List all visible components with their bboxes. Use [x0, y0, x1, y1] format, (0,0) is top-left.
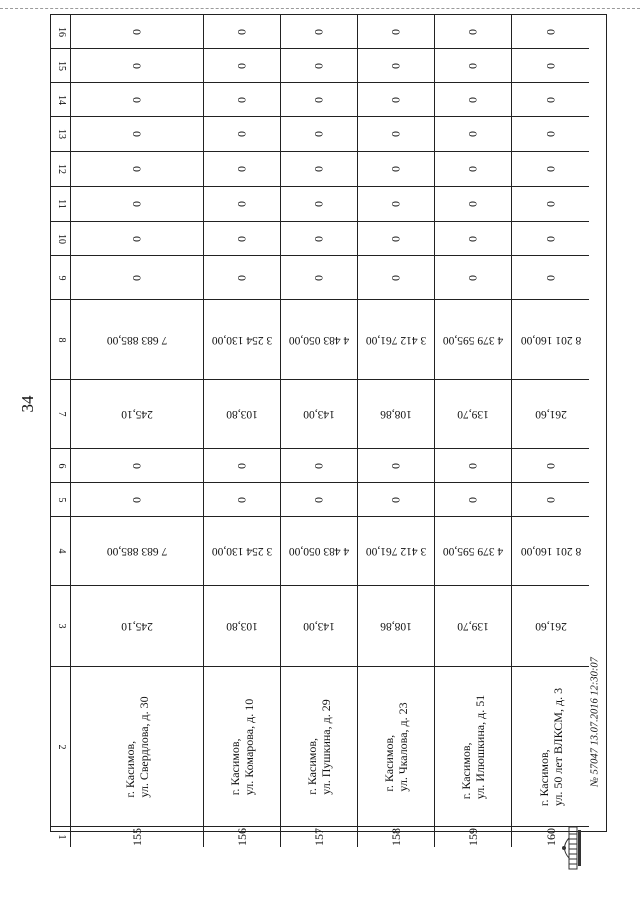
zero-cell-col-11	[512, 187, 589, 222]
zero-cell-col-10	[204, 222, 281, 256]
column-number-label: 11	[55, 199, 67, 209]
zero-value: 0	[543, 28, 558, 35]
zero-value: 0	[235, 274, 249, 281]
column-number-label: 1	[55, 834, 67, 840]
zero-cell-col-9	[281, 256, 358, 300]
zero-cell-col-6	[281, 449, 358, 483]
column-number-label: 4	[55, 548, 67, 554]
value-cell-col-3	[281, 586, 358, 667]
row-number-cell	[71, 827, 204, 847]
column-number-label: 13	[55, 129, 67, 139]
zero-cell-col-5	[435, 483, 512, 517]
value-text: 103,80	[226, 620, 258, 632]
column-number-label: 9	[55, 275, 67, 280]
zero-value: 0	[543, 496, 558, 503]
zero-cell-col-10	[71, 222, 204, 256]
zero-value: 0	[235, 166, 249, 172]
column-number-label: 12	[55, 164, 67, 174]
zero-value: 0	[543, 201, 558, 207]
address-text: г. Касимов, ул. Пушкина, д. 29	[305, 698, 333, 795]
zero-value: 0	[543, 274, 558, 281]
value-cell-col-8	[281, 300, 358, 380]
address-text: г. Касимов, ул. Чкалова, д. 23	[382, 701, 410, 792]
zero-cell-col-12	[71, 152, 204, 187]
zero-value: 0	[130, 235, 144, 242]
value-text: 245,10	[121, 620, 153, 632]
zero-value: 0	[130, 496, 144, 503]
value-text: 8 201 160,00	[520, 333, 581, 346]
column-number-label: 6	[55, 463, 67, 468]
zero-cell-col-9	[512, 256, 589, 300]
zero-value: 0	[389, 201, 403, 207]
column-number-7	[51, 380, 71, 449]
row-number: 156	[235, 828, 249, 846]
value-cell-col-4	[435, 517, 512, 586]
zero-value: 0	[312, 166, 326, 172]
zero-cell-col-16	[281, 15, 358, 49]
address-text: г. Касимов, ул. Илюшкина, д. 51	[459, 694, 487, 799]
row-number: 158	[389, 828, 403, 846]
column-number-6	[51, 449, 71, 483]
column-number-label: 15	[55, 60, 67, 71]
zero-cell-col-5	[204, 483, 281, 517]
column-number-16	[51, 15, 71, 49]
zero-cell-col-13	[71, 117, 204, 152]
value-text: 3 412 761,00	[365, 333, 427, 346]
zero-cell-col-12	[281, 152, 358, 187]
zero-value: 0	[466, 462, 480, 469]
value-text: 139,70	[457, 408, 489, 420]
zero-value: 0	[312, 201, 326, 207]
zero-cell-col-11	[71, 187, 204, 222]
zero-value: 0	[130, 274, 144, 281]
zero-cell-col-9	[204, 256, 281, 300]
zero-value: 0	[389, 96, 403, 103]
value-cell-col-7	[512, 380, 589, 449]
row-number: 160	[543, 828, 558, 846]
zero-cell-col-14	[512, 83, 589, 117]
value-cell-col-8	[435, 300, 512, 380]
row-number-cell	[281, 827, 358, 847]
value-cell-col-3	[358, 586, 435, 667]
value-cell-col-7	[204, 380, 281, 449]
address-cell	[435, 667, 512, 827]
zero-value: 0	[235, 201, 249, 207]
zero-cell-col-13	[358, 117, 435, 152]
zero-value: 0	[389, 62, 403, 69]
column-number-label: 8	[55, 337, 67, 342]
row-number-cell	[358, 827, 435, 847]
data-table	[50, 14, 607, 846]
column-number-10	[51, 222, 71, 256]
zero-cell-col-6	[71, 449, 204, 483]
zero-value: 0	[312, 28, 326, 35]
value-cell-col-3	[204, 586, 281, 667]
value-cell-col-4	[281, 517, 358, 586]
zero-value: 0	[389, 462, 403, 469]
zero-value: 0	[312, 235, 326, 242]
zero-cell-col-11	[281, 187, 358, 222]
zero-cell-col-15	[281, 49, 358, 83]
value-cell-col-4	[71, 517, 204, 586]
column-number-15	[51, 49, 71, 83]
zero-cell-col-16	[358, 15, 435, 49]
zero-cell-col-16	[512, 15, 589, 49]
zero-value: 0	[130, 166, 144, 172]
zero-cell-col-15	[204, 49, 281, 83]
value-text: 4 483 050,00	[288, 545, 350, 557]
address-text: г. Касимов, ул. 50 лет ВЛКСМ, д. 3	[536, 687, 565, 806]
column-number-8	[51, 300, 71, 380]
column-number-9	[51, 256, 71, 300]
zero-cell-col-10	[435, 222, 512, 256]
zero-cell-col-15	[512, 49, 589, 83]
zero-value: 0	[466, 28, 480, 35]
row-number: 159	[466, 828, 480, 846]
zero-value: 0	[312, 62, 326, 69]
zero-value: 0	[466, 166, 480, 172]
value-cell-col-8	[358, 300, 435, 380]
value-cell-col-3	[71, 586, 204, 667]
value-text: 108,86	[380, 408, 412, 420]
value-text: 139,70	[457, 620, 489, 632]
zero-value: 0	[389, 235, 403, 242]
zero-value: 0	[543, 131, 558, 137]
zero-cell-col-11	[204, 187, 281, 222]
page-number: 34	[18, 395, 37, 413]
zero-value: 0	[389, 28, 403, 35]
value-cell-col-8	[512, 300, 589, 380]
value-cell-col-4	[204, 517, 281, 586]
column-number-12	[51, 152, 71, 187]
zero-cell-col-5	[358, 483, 435, 517]
column-number-label: 14	[55, 94, 67, 105]
zero-cell-col-9	[435, 256, 512, 300]
value-cell-col-3	[435, 586, 512, 667]
row-number-cell	[204, 827, 281, 847]
value-text: 261,60	[534, 620, 567, 632]
zero-value: 0	[543, 96, 558, 103]
value-text: 143,00	[303, 620, 335, 632]
zero-cell-col-6	[204, 449, 281, 483]
zero-cell-col-10	[512, 222, 589, 256]
zero-cell-col-15	[435, 49, 512, 83]
value-text: 245,10	[121, 408, 153, 420]
value-text: 3 412 761,00	[365, 545, 427, 557]
zero-value: 0	[312, 274, 326, 281]
column-number-1	[51, 827, 71, 847]
value-text: 108,86	[380, 620, 412, 632]
zero-cell-col-13	[204, 117, 281, 152]
zero-cell-col-6	[435, 449, 512, 483]
value-text: 143,00	[303, 408, 335, 420]
zero-value: 0	[235, 131, 249, 137]
value-cell-col-8	[204, 300, 281, 380]
column-number-3	[51, 586, 71, 667]
value-text: 103,80	[226, 408, 258, 420]
value-cell-col-7	[358, 380, 435, 449]
zero-value: 0	[389, 166, 403, 172]
zero-value: 0	[543, 166, 558, 172]
address-cell	[71, 667, 204, 827]
zero-value: 0	[235, 28, 249, 35]
zero-value: 0	[130, 462, 144, 469]
zero-cell-col-13	[435, 117, 512, 152]
zero-value: 0	[466, 235, 480, 242]
column-number-13	[51, 117, 71, 152]
zero-value: 0	[235, 235, 249, 242]
zero-value: 0	[235, 62, 249, 69]
zero-cell-col-13	[512, 117, 589, 152]
zero-cell-col-9	[71, 256, 204, 300]
zero-value: 0	[130, 131, 144, 137]
zero-value: 0	[312, 131, 326, 137]
value-cell-col-8	[71, 300, 204, 380]
zero-value: 0	[466, 274, 480, 281]
value-text: 7 683 885,00	[106, 333, 168, 346]
zero-cell-col-14	[358, 83, 435, 117]
zero-value: 0	[312, 96, 326, 103]
zero-cell-col-14	[71, 83, 204, 117]
zero-cell-col-11	[435, 187, 512, 222]
column-number-label: 5	[55, 497, 67, 502]
column-number-5	[51, 483, 71, 517]
zero-cell-col-12	[204, 152, 281, 187]
zero-cell-col-11	[358, 187, 435, 222]
value-cell-col-7	[71, 380, 204, 449]
zero-cell-col-6	[358, 449, 435, 483]
zero-value: 0	[466, 62, 480, 69]
column-number-11	[51, 187, 71, 222]
zero-value: 0	[466, 131, 480, 137]
zero-cell-col-9	[358, 256, 435, 300]
zero-value: 0	[312, 462, 326, 469]
zero-value: 0	[130, 28, 144, 35]
column-number-label: 2	[55, 744, 67, 749]
address-cell	[281, 667, 358, 827]
column-number-label: 7	[55, 411, 67, 417]
zero-value: 0	[466, 96, 480, 103]
zero-cell-col-15	[71, 49, 204, 83]
zero-value: 0	[389, 274, 403, 281]
zero-cell-col-6	[512, 449, 589, 483]
value-text: 3 254 130,00	[211, 545, 273, 557]
address-text: г. Касимов, ул. Свердлова, д. 30	[123, 695, 151, 798]
zero-cell-col-10	[281, 222, 358, 256]
address-text: г. Касимов, ул. Комарова, д. 10	[228, 698, 256, 795]
value-cell-col-7	[281, 380, 358, 449]
value-cell-col-7	[435, 380, 512, 449]
address-cell	[204, 667, 281, 827]
value-text: 4 483 050,00	[288, 333, 350, 346]
zero-value: 0	[543, 235, 558, 242]
zero-cell-col-16	[71, 15, 204, 49]
zero-cell-col-10	[358, 222, 435, 256]
column-number-2	[51, 667, 71, 827]
value-cell-col-4	[358, 517, 435, 586]
zero-cell-col-12	[435, 152, 512, 187]
value-cell-col-4	[512, 517, 589, 586]
zero-cell-col-12	[512, 152, 589, 187]
zero-value: 0	[312, 496, 326, 503]
zero-value: 0	[543, 462, 558, 469]
zero-cell-col-12	[358, 152, 435, 187]
zero-cell-col-14	[204, 83, 281, 117]
address-cell	[358, 667, 435, 827]
zero-value: 0	[130, 201, 144, 207]
zero-value: 0	[130, 62, 144, 69]
zero-value: 0	[466, 496, 480, 503]
value-text: 8 201 160,00	[520, 545, 581, 557]
column-number-14	[51, 83, 71, 117]
zero-value: 0	[543, 62, 558, 69]
zero-cell-col-15	[358, 49, 435, 83]
zero-cell-col-5	[512, 483, 589, 517]
zero-cell-col-13	[281, 117, 358, 152]
column-number-label: 16	[55, 26, 67, 37]
value-cell-col-3	[512, 586, 589, 667]
zero-cell-col-16	[204, 15, 281, 49]
zero-value: 0	[235, 96, 249, 103]
row-number: 155	[130, 828, 144, 846]
zero-value: 0	[389, 131, 403, 137]
zero-cell-col-5	[71, 483, 204, 517]
zero-cell-col-16	[435, 15, 512, 49]
value-text: 3 254 130,00	[211, 333, 273, 346]
value-text: 4 379 595,00	[442, 545, 504, 557]
column-number-4	[51, 517, 71, 586]
zero-value: 0	[235, 496, 249, 503]
zero-value: 0	[466, 201, 480, 207]
row-number: 157	[312, 828, 326, 846]
row-number-cell	[435, 827, 512, 847]
value-text: 4 379 595,00	[442, 333, 504, 346]
address-cell	[512, 667, 589, 827]
zero-value: 0	[235, 462, 249, 469]
registration-number: № 57047 13.07.2016 12:30:07	[589, 657, 601, 787]
top-dashed-line	[0, 8, 640, 9]
zero-value: 0	[389, 496, 403, 503]
zero-value: 0	[130, 96, 144, 103]
zero-cell-col-5	[281, 483, 358, 517]
notary-stamp-icon	[559, 826, 583, 870]
column-number-label: 3	[55, 623, 67, 629]
value-text: 261,60	[534, 408, 567, 420]
zero-cell-col-14	[435, 83, 512, 117]
column-number-label: 10	[55, 233, 67, 244]
zero-cell-col-14	[281, 83, 358, 117]
value-text: 7 683 885,00	[106, 545, 168, 557]
